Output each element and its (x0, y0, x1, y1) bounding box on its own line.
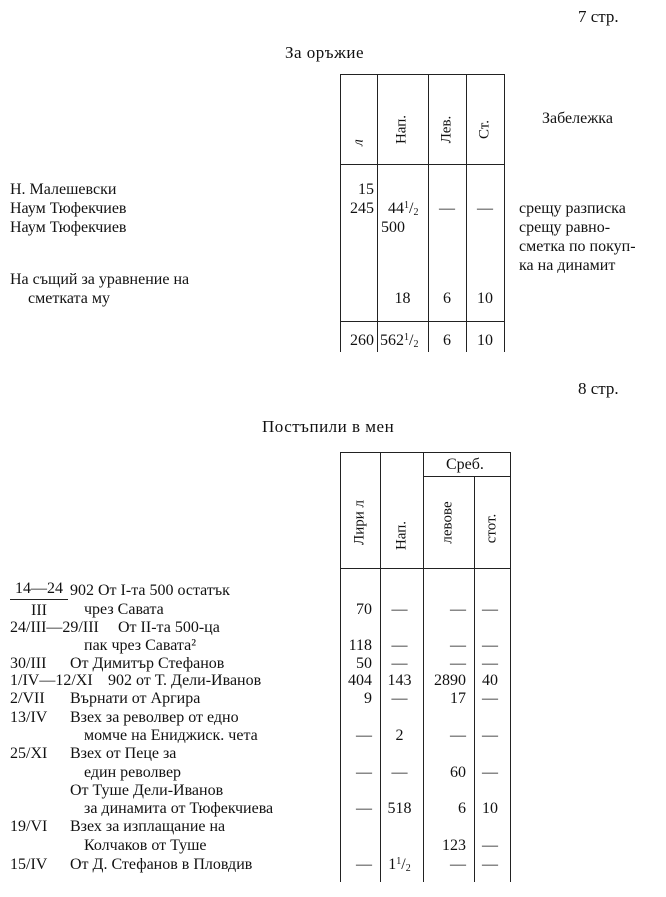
entry-description: чрез Савата (84, 601, 164, 618)
entry-description: Колчаков от Туше (84, 837, 207, 854)
value-lev: 60 (450, 764, 466, 781)
table-top-rule (340, 452, 510, 453)
note-line: срещу равно- (519, 219, 611, 236)
section-title: За оръжие (285, 43, 364, 62)
value-lev: — (450, 637, 466, 654)
entry-description: От II-та 500-ца (118, 619, 220, 636)
value-nap: 143 (387, 672, 412, 689)
value-st: — (482, 727, 498, 744)
column-divider (377, 74, 378, 352)
column-header-lira: Лири л (351, 500, 368, 545)
column-header-nap: Нап. (393, 520, 410, 551)
date-fraction-top: 14—24 (10, 581, 68, 600)
entry-description: пак чрез Савата² (84, 637, 196, 654)
column-header-st: Ст. (476, 120, 493, 139)
total-lev: 6 (443, 332, 451, 349)
entry-description: 902 от Т. Дели-Иванов (108, 672, 262, 689)
date-fraction-bottom: III (31, 602, 47, 619)
column-divider (510, 452, 511, 882)
column-header-notes: Забележка (542, 110, 613, 127)
entry-date: 13/IV (10, 709, 48, 726)
page-number: 7 стр. (578, 7, 619, 26)
value-lev: 6 (443, 290, 451, 307)
value-lira: — (356, 764, 372, 781)
value-nap: — (391, 655, 408, 672)
entry-date: 1/IV—12/XI (10, 672, 93, 689)
entry-name: На същий за уравнение на (10, 271, 190, 288)
entry-date: 30/III (10, 655, 47, 672)
total-rule (340, 321, 504, 322)
entry-date: 25/XI (10, 745, 48, 762)
value-lev: 17 (450, 690, 466, 707)
value-lira: — (356, 856, 372, 873)
value-lev: 6 (458, 800, 466, 817)
entry-description: момче на Енидж‌иск. чета (84, 727, 258, 744)
value-nap: — (391, 764, 408, 781)
value-nap: $1^1/_2$ (388, 856, 411, 874)
group-header-silver: Среб. (446, 456, 484, 473)
section-title: Постъпили в мен (262, 417, 395, 436)
value-st: — (482, 764, 498, 781)
value-lev: 2890 (434, 672, 466, 689)
entry-name: Наум Тюфекчиев (10, 200, 127, 217)
value-l: 245 (350, 200, 374, 217)
value-lira: — (356, 800, 372, 817)
value-st: — (482, 601, 498, 618)
value-lev: — (450, 856, 466, 873)
entry-date: 19/VI (10, 818, 48, 835)
entry-description: Върнати от Аргира (70, 690, 201, 707)
entry-description: за динамита от Тюфекчиева (84, 800, 274, 817)
value-lira: 404 (348, 672, 372, 689)
value-lev: — (439, 200, 455, 217)
value-nap: $44^1/_2$ (388, 200, 419, 218)
value-st: — (482, 655, 498, 672)
entry-description: един револвер (84, 764, 182, 781)
value-st: 10 (477, 290, 493, 307)
value-lira: 70 (356, 601, 372, 618)
group-header-rule (423, 476, 510, 477)
value-nap: 518 (387, 800, 412, 817)
value-nap: — (391, 690, 408, 707)
column-divider (504, 74, 505, 352)
entry-name: Н. Малешевски (10, 181, 117, 198)
entry-description: Взех за револвер от едно (70, 709, 239, 726)
header-rule (340, 568, 510, 569)
value-nap: — (391, 637, 408, 654)
value-lev: — (450, 601, 466, 618)
value-st: — (482, 690, 498, 707)
total-l: 260 (350, 332, 374, 349)
note-line: срещу разписка (519, 200, 626, 217)
entry-description: От Димитър Стефанов (70, 655, 225, 672)
entry-date: 2/VII (10, 690, 45, 707)
value-st: — (482, 637, 498, 654)
entry-description: От Д. Стефанов в Пловдив (70, 856, 253, 873)
column-header-l: л (350, 139, 367, 146)
value-nap: — (391, 601, 408, 618)
note-line: сметка по покуп- (519, 238, 636, 255)
entry-description: От Туше Дели-Иванов (70, 782, 224, 799)
value-nap: 2 (395, 727, 404, 744)
entry-name: сметката му (28, 290, 110, 307)
value-lira: — (356, 727, 372, 744)
date-fraction (10, 581, 68, 619)
page-number: 8 стр. (578, 379, 619, 398)
column-header-stot: стот. (483, 513, 500, 544)
entry-description: Взех от Пеце за (70, 745, 177, 762)
note-line: ка на динамит (519, 257, 616, 274)
value-lira: 9 (364, 690, 372, 707)
value-nap: 18 (394, 290, 411, 307)
value-lev: — (450, 655, 466, 672)
value-lira: 118 (348, 637, 372, 654)
entry-description: 902 От I-та 500 остатък (70, 582, 230, 599)
total-nap: $562^1/_2$ (380, 332, 419, 350)
total-st: 10 (477, 332, 493, 349)
value-st: — (482, 837, 498, 854)
column-header-nap: Нап. (393, 114, 410, 145)
value-st: 40 (482, 672, 498, 689)
value-st: — (482, 856, 498, 873)
value-lev: — (450, 727, 466, 744)
entry-date: 15/IV (10, 856, 48, 873)
table-top-rule (340, 74, 504, 75)
column-header-lev: Лев. (438, 115, 455, 144)
value-l: 15 (358, 181, 374, 198)
entry-description: Взех за изплащание на (70, 818, 226, 835)
entry-date: 24/III—29/III (10, 619, 99, 636)
entry-name: Наум Тюфекчиев (10, 219, 127, 236)
column-header-leva: левове (439, 501, 456, 544)
value-lev: 123 (442, 837, 466, 854)
value-lira: 50 (356, 655, 372, 672)
value-st: 10 (482, 800, 498, 817)
header-rule (340, 164, 504, 165)
value-st: — (477, 200, 493, 217)
value-nap: 500 (381, 219, 405, 236)
